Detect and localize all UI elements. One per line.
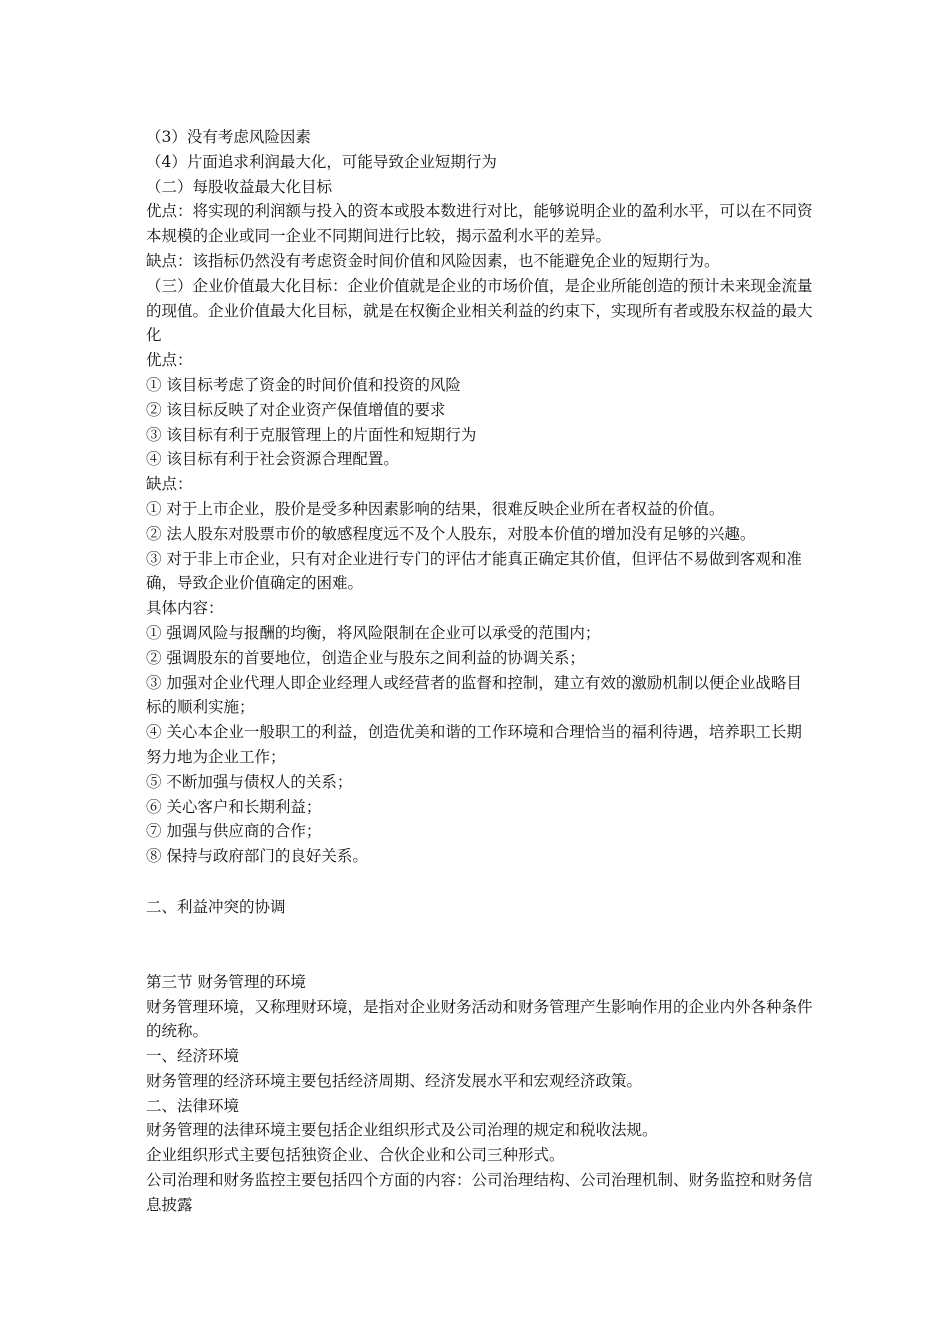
spacer [146,869,814,895]
heading-economic-environment: 一、经济环境 [146,1047,240,1066]
document-page [146,125,814,1218]
heading-legal-environment: 二、法律环境 [146,1096,240,1115]
paragraph-legal-environment: 财务管理的法律环境主要包括企业组织形式及公司治理的规定和税收法规。 [146,1121,658,1140]
list-item-detail-5: ⑤ 不断加强与债权人的关系； [146,772,353,791]
list-item-detail-2: ② 强调股东的首要地位，创造企业与股东之间利益的协调关系； [146,648,585,667]
list-item-con-2: ② 法人股东对股票市价的敏感程度远不及个人股东，对股本价值的增加没有足够的兴趣。 [146,524,756,543]
paragraph-organization-forms: 企业组织形式主要包括独资企业、合伙企业和公司三种形式。 [146,1146,565,1165]
paragraph-environment-definition: 财务管理环境，又称理财环境，是指对企业财务活动和财务管理产生影响作用的企业内外各种条件的统称。 [146,997,813,1041]
paragraph-eps-pros: 优点：将实现的利润额与投入的资本或股本数进行对比，能够说明企业的盈利水平，可以在不同资本规模的企业或同一企业不同期间进行比较，揭示盈利水平的差异。 [146,202,813,246]
text-line-no-risk: （3）没有考虑风险因素 [146,128,311,146]
label-details: 具体内容： [146,599,224,618]
list-item-detail-8: ⑧ 保持与政府部门的良好关系。 [146,847,368,866]
list-item-con-1: ① 对于上市企业，股价是受多种因素影响的结果，很难反映企业所在者权益的价值。 [146,499,725,518]
heading-section-three: 第三节 财务管理的环境 [146,972,306,991]
list-item-pro-4: ④ 该目标有利于社会资源合理配置。 [146,450,399,469]
list-item-detail-3: ③ 加强对企业代理人即企业经理人或经营者的监督和控制，建立有效的激励机制以便企业战略目标的顺利实施； [146,673,802,717]
text-line-short-term: （4）片面追求利润最大化，可能导致企业短期行为 [146,152,497,171]
list-item-detail-1: ① 强调风险与报酬的均衡，将风险限制在企业可以承受的范围内； [146,623,601,642]
list-item-detail-4: ④ 关心本企业一般职工的利益，创造优美和谐的工作环境和合理恰当的福利待遇，培养职工长期努力地为企业工作； [146,723,802,766]
list-item-detail-7: ⑦ 加强与供应商的合作； [146,822,322,841]
spacer [146,920,814,970]
paragraph-economic-environment: 财务管理的经济环境主要包括经济周期、经济发展水平和宏观经济政策。 [146,1071,643,1090]
label-cons: 缺点： [146,475,193,494]
paragraph-value-goal: （三）企业价值最大化目标：企业价值就是企业的市场价值，是企业所能创造的预计未来现金流量的现值。企业价值最大化目标，就是在权衡企业相关利益的约束下，实现所有者或股东权益的最大化 [146,276,813,345]
list-item-detail-6: ⑥ 关心客户和长期利益； [146,797,322,816]
list-item-pro-3: ③ 该目标有利于克服管理上的片面性和短期行为 [146,425,477,444]
list-item-pro-1: ① 该目标考虑了资金的时间价值和投资的风险 [146,375,461,394]
heading-conflict-coordination: 二、利益冲突的协调 [146,897,286,916]
list-item-con-3: ③ 对于非上市企业，只有对企业进行专门的评估才能真正确定其价值，但评估不易做到客观和准确，导致企业价值确定的困难。 [146,549,802,593]
label-pros: 优点： [146,351,193,370]
list-item-pro-2: ② 该目标反映了对企业资产保值增值的要求 [146,400,446,419]
paragraph-eps-cons: 缺点：该指标仍然没有考虑资金时间价值和风险因素，也不能避免企业的短期行为。 [146,251,720,270]
paragraph-governance: 公司治理和财务监控主要包括四个方面的内容：公司治理结构、公司治理机制、财务监控和财务信息披露 [146,1171,813,1214]
heading-eps-goal: （二）每股收益最大化目标 [146,177,333,196]
